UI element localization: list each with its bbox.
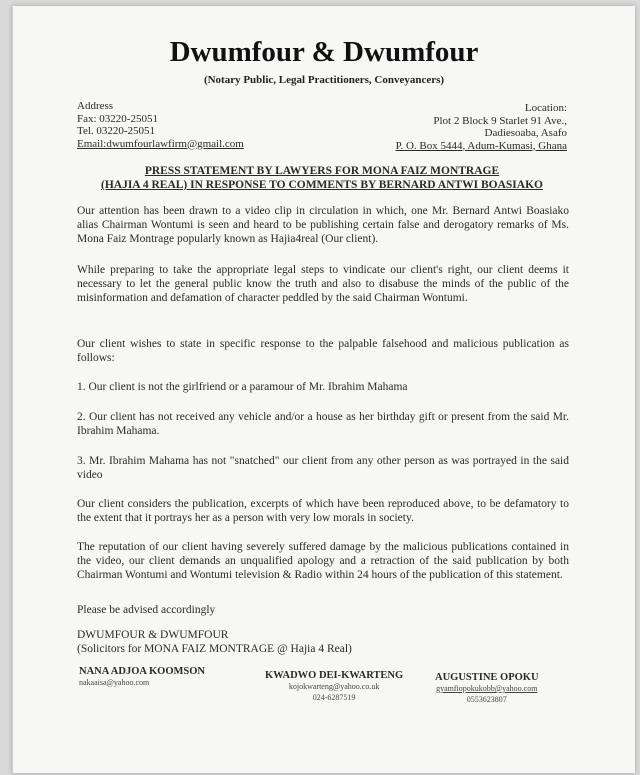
email-address[interactable]: Email:dwumfourlawfirm@gmail.com	[77, 137, 244, 150]
signatory-email: kojokwarteng@yahoo.co.uk	[288, 682, 380, 691]
signatory-2	[265, 670, 403, 703]
fax-number: Fax: 03220-25051	[77, 112, 158, 125]
list-item-2: 2. Our client has not received any vehicle and/or a house as her birthday gift or present from the said Mr. Ibrahim Mahama.	[77, 411, 569, 437]
statement-heading	[77, 164, 567, 192]
contact-location-block	[396, 102, 567, 152]
signatory-name: AUGUSTINE OPOKU	[435, 672, 539, 683]
firm-subtitle: (Notary Public, Legal Practitioners, Conveyancers)	[203, 74, 445, 86]
paragraph-closing: Please be advised accordingly	[77, 604, 216, 616]
signatory-3	[435, 672, 539, 705]
paragraph-1: Our attention has been drawn to a video clip in circulation in which, one Mr. Bernard Antwi Boasiako alias Chairman Wontumi is seen and heard to be publishing certain false and derogatory remarks of Ms. Mona Faiz Montrage popularly known as Hajia4real (Our client).	[77, 205, 569, 245]
address-label: Address	[77, 100, 114, 112]
paragraph-2: While preparing to take the appropriate legal steps to vindicate our client's right, our client deems it necessary to let the general public know the truth and also to disabuse the minds of the public of the misinformation and defamation of character peddled by the said Chairman Wontumi.	[77, 264, 569, 304]
paragraph-5: The reputation of our client having severely suffered damage by the malicious publications contained in the video, our client demands an unqualified apology and a retraction of the said publication by both Chairman Wontumi and Wontumi television & Radio within 24 hours of the publication of this statement.	[77, 541, 569, 581]
signatory-1	[79, 666, 205, 688]
firm-name: Dwumfour & Dwumfour	[169, 36, 479, 68]
signatory-email: nakaaisa@yahoo.com	[79, 678, 150, 687]
signoff-firm: DWUMFOUR & DWUMFOUR	[77, 629, 229, 641]
paragraph-3: Our client wishes to state in specific response to the palpable falsehood and malicious publication as follows:	[77, 338, 569, 364]
signatory-phone: 0553623807	[466, 695, 507, 704]
list-item-3: 3. Mr. Ibrahim Mahama has not "snatched" our client from any other person as was portrayed in the said video	[77, 455, 569, 481]
tel-number: Tel. 03220-25051	[77, 125, 156, 137]
location-line-3: P. O. Box 5444, Adum-Kumasi, Ghana	[395, 139, 567, 152]
signoff-solicitors: (Solicitors for MONA FAIZ MONTRAGE @ Hajia 4 Real)	[77, 643, 352, 655]
signatory-name: KWADWO DEI-KWARTENG	[265, 670, 404, 681]
location-line-2: Dadiesoaba, Asafo	[484, 127, 567, 139]
signatory-email: gyamfiopokukobb@yahoo.com	[436, 684, 538, 693]
paragraph-4: Our client considers the publication, excerpts of which have been reproduced above, to be defamatory to the extent that it portrays her as a person with very low morals in society.	[77, 498, 569, 524]
signatory-name: NANA ADJOA KOOMSON	[79, 666, 206, 677]
signatory-phone: 024-6287519	[312, 693, 356, 702]
location-label: Location:	[524, 102, 567, 114]
heading-line-1: PRESS STATEMENT BY LAWYERS FOR MONA FAIZ MONTRAGE	[144, 165, 500, 177]
contact-address-block	[77, 100, 244, 150]
letter-page	[12, 6, 635, 773]
list-item-1: 1. Our client is not the girlfriend or a paramour of Mr. Ibrahim Mahama	[77, 381, 408, 393]
signoff-block	[77, 628, 352, 656]
heading-line-2: (HAJIA 4 REAL) IN RESPONSE TO COMMENTS BY BERNARD ANTWI BOASIAKO	[101, 179, 543, 191]
location-line-1: Plot 2 Block 9 Starlet 91 Ave.,	[433, 114, 567, 127]
